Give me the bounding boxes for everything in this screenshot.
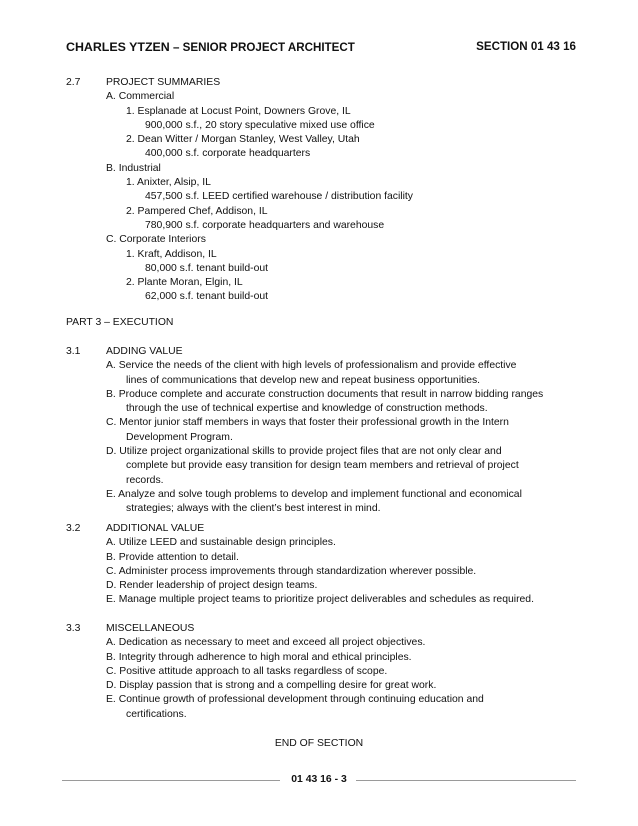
list-item: E. Manage multiple project teams to prioritize project deliverables and schedules as required.	[106, 594, 534, 606]
list-item: B. Provide attention to detail.	[106, 551, 239, 563]
section-number-label: 3.3	[66, 623, 81, 634]
list-item: 1. Kraft, Addison, IL	[126, 248, 217, 260]
list-item: D. Display passion that is strong and a compelling desire for great work.	[106, 680, 437, 692]
list-item: C. Mentor junior staff members in ways that foster their professional growth in the Intern	[106, 417, 509, 429]
list-item: 1. Esplanade at Locust Point, Downers Grove, IL	[126, 105, 351, 117]
list-item: A. Service the needs of the client with high levels of professionalism and provide effective	[106, 360, 517, 372]
section-2-7	[0, 76, 638, 305]
list-item-detail: 400,000 s.f. corporate headquarters	[145, 148, 311, 160]
list-item-continuation: lines of communications that develop new and repeat business opportunities.	[126, 374, 481, 386]
author-title: – SENIOR PROJECT ARCHITECT	[169, 41, 355, 54]
list-item: B. Integrity through adherence to high moral and ethical principles.	[106, 651, 412, 663]
section-title: ADDITIONAL VALUE	[106, 523, 205, 534]
list-item-continuation: certifications.	[126, 708, 187, 720]
list-item: A. Utilize LEED and sustainable design principles.	[106, 537, 336, 549]
section-number-label: 3.1	[66, 346, 81, 357]
part-title: PART 3 – EXECUTION	[66, 317, 174, 328]
list-item-detail: 80,000 s.f. tenant build-out	[145, 262, 269, 274]
section-number: SECTION 01 43 16	[476, 40, 576, 53]
part-heading	[0, 316, 638, 330]
section-number-label: 3.2	[66, 523, 81, 534]
list-item: E. Analyze and solve tough problems to develop and implement functional and economical	[106, 488, 522, 500]
list-item: C. Administer process improvements through standardization wherever possible.	[106, 565, 477, 577]
list-item-detail: 900,000 s.f., 20 story speculative mixed use office	[145, 119, 375, 131]
page-number: 01 43 16 - 3	[291, 774, 347, 785]
list-item-continuation: records.	[126, 474, 164, 486]
section-title: PROJECT SUMMARIES	[106, 77, 221, 88]
list-item-continuation: complete but provide easy transition for design team members and retrieval of project	[126, 460, 519, 472]
list-item: B. Produce complete and accurate construction documents that result in narrow bidding ranges	[106, 388, 544, 400]
list-item: E. Continue growth of professional development through continuing education and	[106, 694, 484, 706]
list-item: 2. Pampered Chef, Addison, IL	[126, 205, 268, 217]
page-header	[66, 40, 576, 56]
list-item: A. Commercial	[106, 91, 175, 103]
list-item-detail: 457,500 s.f. LEED certified warehouse / distribution facility	[145, 191, 413, 203]
end-of-section: END OF SECTION	[274, 738, 364, 749]
list-item-detail: 62,000 s.f. tenant build-out	[145, 291, 269, 303]
list-item: D. Utilize project organizational skills to provide project files that are not only clear and	[106, 446, 502, 458]
section-3-3	[0, 622, 638, 722]
list-item: 2. Plante Moran, Elgin, IL	[126, 277, 243, 289]
list-item-continuation: Development Program.	[126, 431, 233, 443]
list-item: C. Corporate Interiors	[106, 234, 206, 246]
section-3-2	[0, 522, 638, 608]
list-item: D. Render leadership of project design teams.	[106, 580, 318, 592]
list-item: B. Industrial	[106, 162, 161, 174]
author-name: CHARLES YTZEN	[66, 40, 170, 54]
list-item-continuation: strategies; always with the client’s best interest in mind.	[126, 503, 381, 515]
list-item: A. Dedication as necessary to meet and exceed all project objectives.	[106, 637, 426, 649]
section-title: ADDING VALUE	[106, 346, 183, 357]
list-item-detail: 780,900 s.f. corporate headquarters and warehouse	[145, 219, 385, 231]
list-item: 1. Anixter, Alsip, IL	[126, 177, 211, 189]
list-item: 2. Dean Witter / Morgan Stanley, West Valley, Utah	[126, 134, 360, 146]
section-title: MISCELLANEOUS	[106, 623, 195, 634]
section-number-label: 2.7	[66, 77, 81, 88]
list-item-continuation: through the use of technical expertise and knowledge of construction methods.	[126, 403, 488, 415]
list-item: C. Positive attitude approach to all tasks regardless of scope.	[106, 665, 388, 677]
section-3-1	[0, 345, 638, 517]
